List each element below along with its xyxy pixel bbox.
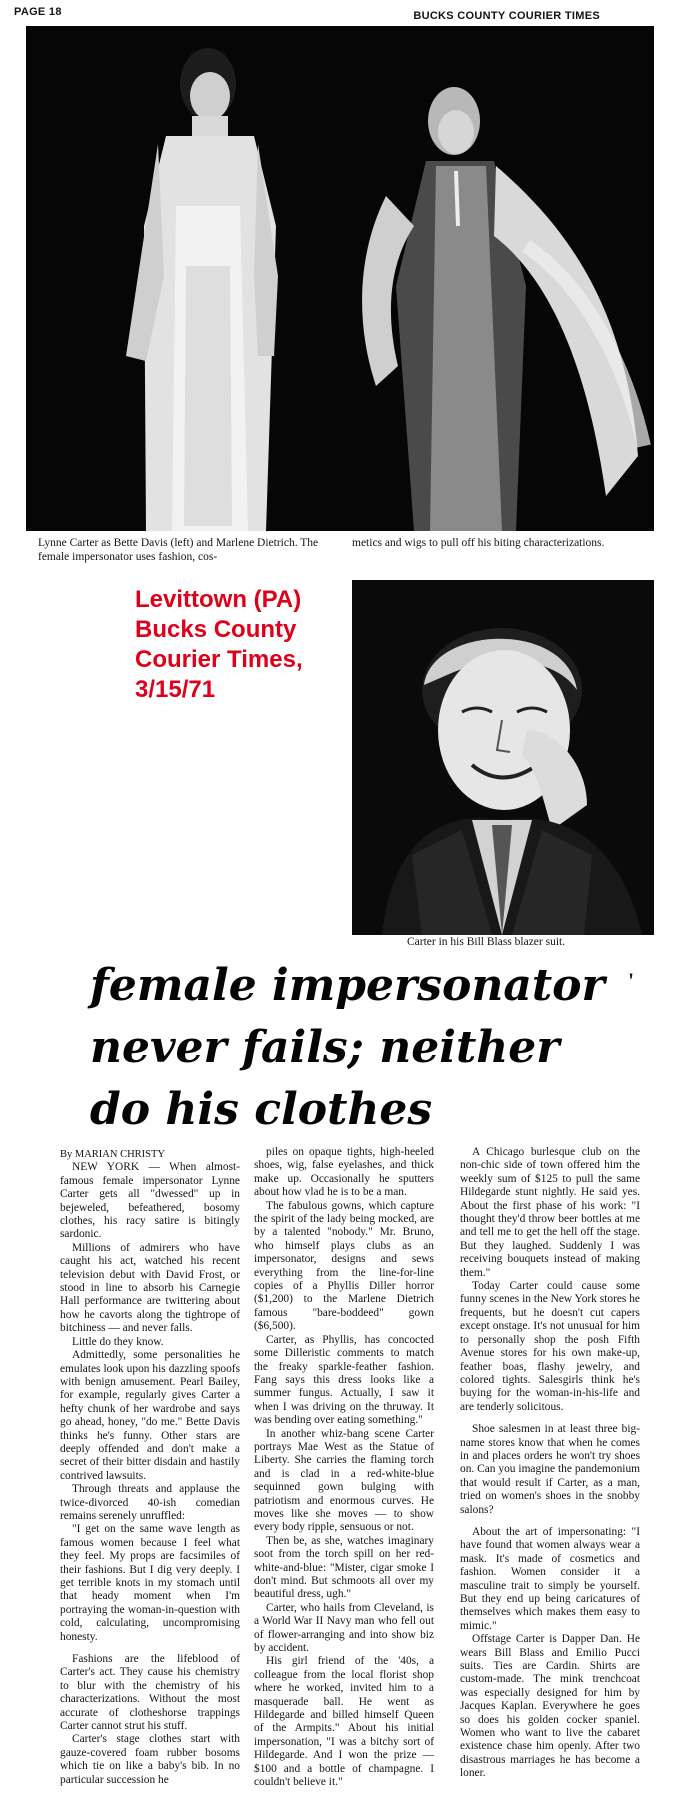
paragraph: Then be, as she, watches imaginary soot from the torch spill on her red-white-and-blue: "Mister, cigar smoke I don't mind. But schmoots all over my beautiful dress, ugh." — [254, 1534, 434, 1601]
paragraph: Today Carter could cause some funny scenes in the New York stores he frequents, but he doesn't cut capers except onstage. It's not unusual for him to personally shop the posh Fifth Avenue stores for his own make-up, feather boas, flashy jewelry, and colored tights. Salesgirls think he's buying for the woman-in-his-life and are tenderly solicitous. — [460, 1280, 640, 1413]
paragraph: The fabulous gowns, which capture the spirit of the lady being mocked, are by a talented "nobody." Mr. Bruno, who himself plays clubs as an impersonator, designs and sews everything from the line-for-line copies of a Phyllis Diller horror ($1,200) to the Marlene Dietrich famous "bare-boddeed" gown ($6,500). — [254, 1199, 434, 1333]
portrait-caption: Carter in his Bill Blass blazer suit. — [407, 936, 566, 948]
paragraph: A Chicago burlesque club on the non-chic side of town offered him the weekly sum of $125 to pull the same Hildegarde stunt nightly. He said yes. About the first phase of his work: "I thought they'd throw beer bottles at me and tell me to get the hell off the stage. But they laughed. Suddenly I was receiving bouquets instead of making them." — [460, 1146, 640, 1279]
article-column-1 — [60, 1148, 240, 1787]
source-label-line: Courier Times, — [135, 646, 303, 673]
paragraph: Carter, as Phyllis, has concocted some Dilleristic comments to match the freaky sparkle-feather fashion. Fang says this dress looks like a summer fungus. Actually, I saw it when I was driving on the thruway. It was bending over eating something." — [254, 1333, 434, 1427]
source-label-line: Bucks County — [135, 616, 297, 643]
byline: By MARIAN CHRISTY — [60, 1149, 166, 1160]
performer-photo — [26, 26, 654, 531]
paragraph: Shoe salesmen in at least three big-name stores know that when he comes in and places orders he won't try shoes on. Can you imagine the pandemonium that would result if Carter, as a man, tried on women's shoes in the snobby salons? — [460, 1423, 640, 1516]
article-column-2 — [254, 1146, 434, 1790]
newspaper-name: BUCKS COUNTY COURIER TIMES — [413, 10, 600, 22]
paragraph: Offstage Carter is Dapper Dan. He wears Bill Blass and Emilio Pucci suits. Ties are Cardin. Shirts are custom-made. The mink trenchcoat was especially designed for him by Jacques Kaplan. Everywhere he goes so does his golden cocker spaniel. Women who want to live the cabaret existence chase him openly. After two disastrous marriages he has become a loner. — [460, 1633, 640, 1780]
paragraph: Carter, who hails from Cleveland, is a World War II Navy man who fell out of flower-arranging and into show biz by accident. — [254, 1601, 434, 1655]
article-column-3 — [460, 1146, 640, 1781]
headline — [90, 955, 650, 1141]
stray-mark: ' — [628, 968, 635, 993]
photo-caption-right: metics and wigs to pull off his biting characterizations. — [352, 537, 605, 549]
paragraph: Fashions are the lifeblood of Carter's act. They cause his chemistry to blur with the chemistry of his characterizations. Without the most accurate of clotheshorse trappings Carter cannot strut his stuff. — [60, 1653, 240, 1733]
paragraph: About the art of impersonating: "I have found that women always wear a mask. It's made of cosmetics and fashion. Women consider it a masculine trait to simply be yourself. But they end up being caricatures of themselves which makes them easy to mimic." — [460, 1525, 640, 1632]
paragraph: Little do they know. — [72, 1335, 164, 1348]
paragraph: "I get on the same wave length as famous women because I feel what they feel. My props are facsimiles of their fashions. But I dig very deeply. I get terrible knots in my stomach until that heady moment when I'm portraying the woman-in-question with cold, calculating, uncompromising honesty. — [60, 1523, 240, 1643]
headline-line: female impersonator — [90, 960, 605, 1011]
portrait-photo — [352, 580, 654, 935]
source-label — [135, 585, 365, 705]
paragraph: In another whiz-bang scene Carter portrays Mae West as the Statue of Liberty. She carries the flaming torch and is clad in a red-white-blue sequinned gown bulging with patriotism and enormous curves. He moves like she moves — to show every body ripple, sensuous or not. — [254, 1427, 434, 1534]
paragraph: Admittedly, some personalities he emulates look upon his dazzling spoofs with benign amusement. Pearl Bailey, for example, regularly gives Carter a hefty chunk of her wardrobe and says go ahead, honey, "do me." Bette Davis thinks he's funny. Other stars are deeply offended and don't make a secret of their bitter disdain and hastily contrived lawsuits. — [60, 1349, 240, 1482]
paragraph: Millions of admirers who have caught his act, watched his recent television debut with David Frost, or stood in line to absorb his Carnegie Hall performance are twittering about how he cavorts along the tightrope of bitchiness — and never falls. — [60, 1241, 240, 1335]
paragraph: NEW YORK — When almost-famous female impersonator Lynne Carter gets all "dwessed" up in bejeweled, befeathered, bosomy clothes, his racy satire is bitingly sardonic. — [60, 1161, 240, 1241]
portrait-illustration — [352, 580, 654, 935]
headline-line: never fails; neither — [90, 1022, 560, 1073]
performer-photo-illustration — [26, 26, 654, 531]
source-label-line: Levittown (PA) — [135, 586, 302, 613]
source-label-line: 3/15/71 — [135, 676, 216, 703]
page-number: PAGE 18 — [14, 6, 62, 18]
paragraph: His girl friend of the '40s, a colleague from the local florist shop where he worked, invited him to a masquerade ball. He went as Hildegarde and billed himself Queen of the Armpits." About his initial impersonation, "I was a bitchy sort of Hildegarde. And I won the prize — $100 and a bottle of champagne. I couldn't believe it." — [254, 1655, 434, 1789]
paragraph: Carter's stage clothes start with gauze-covered foam rubber bosoms which tie on like a baby's bib. In no particular succession he — [60, 1733, 240, 1786]
paragraph: Through threats and applause the twice-divorced 40-ish comedian remains serenely unruffled: — [60, 1483, 240, 1522]
photo-caption-left: Lynne Carter as Bette Davis (left) and Marlene Dietrich. The female impersonator uses fashion, cos- — [38, 537, 319, 563]
headline-line: do his clothes — [90, 1084, 433, 1135]
paragraph: piles on opaque tights, high-heeled shoes, wig, false eyelashes, and thick make up. Occasionally he sputters about how vlad he is to be a man. — [254, 1146, 434, 1199]
